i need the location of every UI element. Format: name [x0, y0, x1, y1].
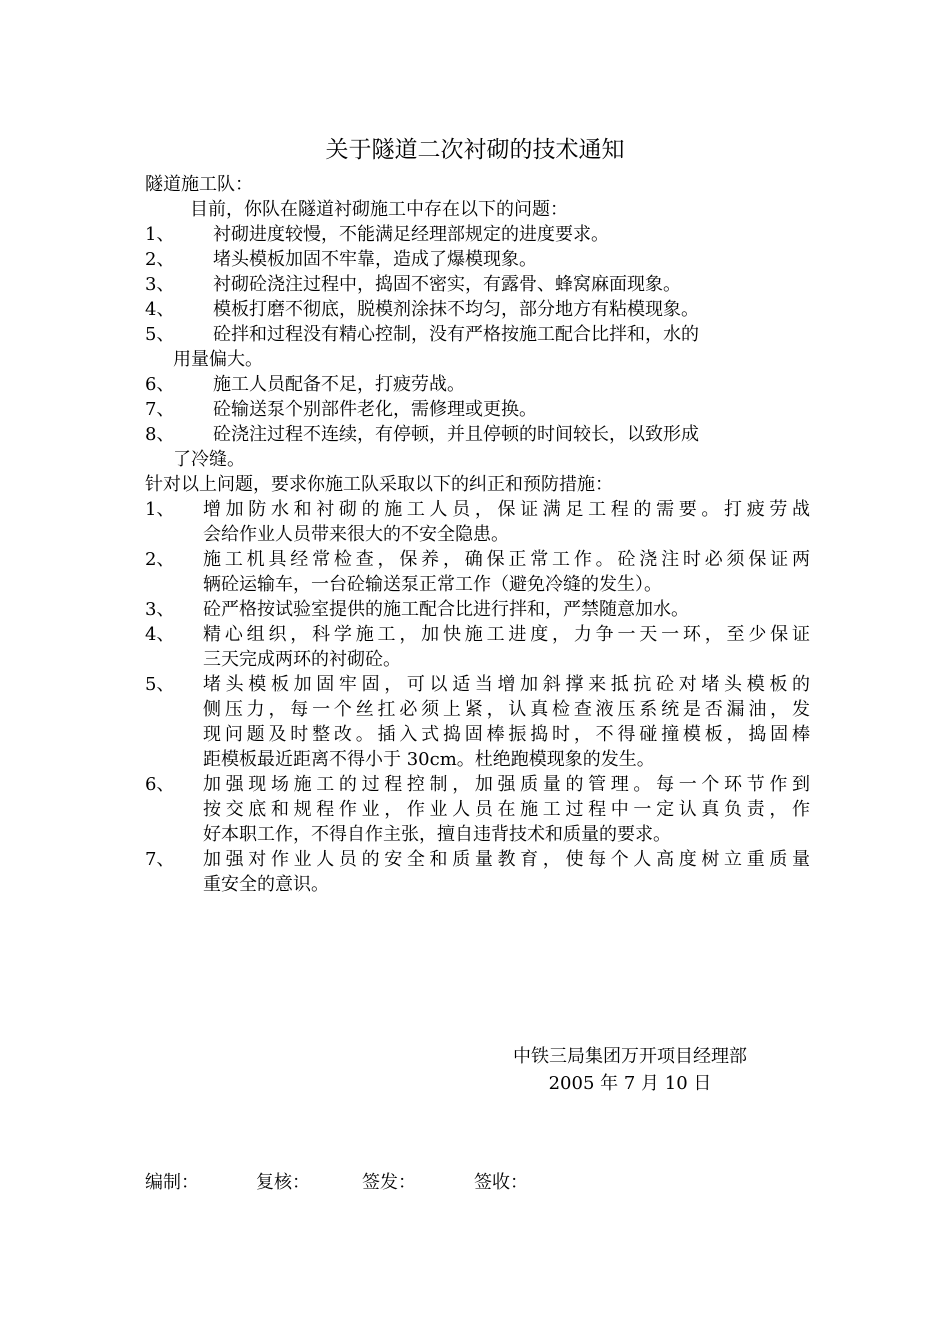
document-title: 关于隧道二次衬砌的技术通知	[325, 137, 625, 163]
problem-text-continued: 了冷缝。	[173, 449, 245, 470]
problem-text-continued: 用量偏大。	[173, 349, 263, 370]
measure-item	[145, 547, 810, 597]
measure-text: 辆砼运输车，一台砼输送泵正常工作（避免冷缝的发生）。	[203, 574, 662, 595]
measure-text: 重安全的意识。	[203, 874, 329, 895]
reviewed-by-label: 复核：	[256, 1172, 310, 1193]
measure-text: 距模板最近距离不得小于 30cm。杜绝跑模现象的发生。	[203, 749, 655, 770]
measure-text: 三天完成两环的衬砌砼。	[203, 649, 401, 670]
measure-item	[145, 847, 810, 897]
measure-number: 6、	[145, 774, 175, 795]
problem-item	[145, 322, 810, 372]
intro-paragraph: 目前，你队在隧道衬砌施工中存在以下的问题：	[190, 199, 568, 220]
problem-number: 6、	[145, 374, 175, 395]
measure-number: 5、	[145, 674, 175, 695]
problem-text: 施工人员配备不足，打疲劳战。	[213, 374, 465, 395]
problem-number: 4、	[145, 299, 175, 320]
measure-number: 3、	[145, 599, 175, 620]
measure-item	[145, 772, 810, 847]
measure-item	[145, 597, 810, 622]
signature-block	[460, 1043, 800, 1097]
problem-text: 堵头模板加固不牢靠，造成了爆模现象。	[213, 249, 537, 270]
measure-number: 1、	[145, 499, 175, 520]
measures-intro: 针对以上问题，要求你施工队采取以下的纠正和预防措施：	[145, 474, 613, 495]
measure-item	[145, 622, 810, 672]
measure-text: 精心组织，科学施工，加快施工进度，力争一天一环，至少保证	[203, 624, 810, 645]
compiled-by-label: 编制：	[145, 1172, 199, 1193]
addressee: 隧道施工队：	[145, 174, 253, 195]
problem-list	[145, 222, 810, 472]
measure-item	[145, 497, 810, 547]
problem-number: 5、	[145, 324, 175, 345]
measure-text: 施工机具经常检查，保养，确保正常工作。砼浇注时必须保证两	[203, 549, 810, 570]
problem-item	[145, 297, 810, 322]
issued-by-label: 签发：	[362, 1172, 416, 1193]
issuing-organization: 中铁三局集团万开项目经理部	[513, 1046, 747, 1067]
problem-text: 砼拌和过程没有精心控制，没有严格按施工配合比拌和，水的	[213, 324, 699, 345]
measure-text: 按交底和规程作业，作业人员在施工过程中一定认真负责，作	[203, 799, 810, 820]
problem-text: 砼浇注过程不连续，有停顿，并且停顿的时间较长，以致形成	[213, 424, 699, 445]
problem-text: 模板打磨不彻底，脱模剂涂抹不均匀，部分地方有粘模现象。	[213, 299, 699, 320]
problem-number: 8、	[145, 424, 175, 445]
problem-item	[145, 372, 810, 397]
measure-text: 现问题及时整改。插入式捣固棒振捣时，不得碰撞模板，捣固棒	[203, 724, 810, 745]
issue-date: 2005 年 7 月 10 日	[548, 1073, 712, 1094]
problem-item	[145, 222, 810, 247]
measure-text: 加强对作业人员的安全和质量教育，使每个人高度树立重质量	[203, 849, 810, 870]
measure-text: 砼严格按试验室提供的施工配合比进行拌和，严禁随意加水。	[203, 599, 689, 620]
problem-number: 2、	[145, 249, 175, 270]
measure-text: 好本职工作，不得自作主张，擅自违背技术和质量的要求。	[203, 824, 671, 845]
problem-number: 7、	[145, 399, 175, 420]
measure-list	[145, 497, 810, 897]
problem-text: 衬砌进度较慢，不能满足经理部规定的进度要求。	[213, 224, 609, 245]
problem-item	[145, 397, 810, 422]
problem-item	[145, 422, 810, 472]
measure-number: 7、	[145, 849, 175, 870]
problem-item	[145, 272, 810, 297]
measure-text: 增加防水和衬砌的施工人员，保证满足工程的需要。打疲劳战	[203, 499, 810, 520]
received-by-label: 签收：	[474, 1172, 528, 1193]
measure-text: 会给作业人员带来很大的不安全隐患。	[203, 524, 509, 545]
measure-text: 堵头模板加固牢固，可以适当增加斜撑来抵抗砼对堵头模板的	[203, 674, 810, 695]
problem-text: 衬砌砼浇注过程中，捣固不密实，有露骨、蜂窝麻面现象。	[213, 274, 681, 295]
approval-footer	[145, 1170, 528, 1196]
measure-text: 侧压力，每一个丝扛必须上紧，认真检查液压系统是否漏油，发	[203, 699, 810, 720]
measure-text: 加强现场施工的过程控制，加强质量的管理。每一个环节作到	[203, 774, 810, 795]
measure-number: 4、	[145, 624, 175, 645]
measure-number: 2、	[145, 549, 175, 570]
problem-number: 3、	[145, 274, 175, 295]
document-body	[145, 172, 810, 897]
problem-item	[145, 247, 810, 272]
problem-text: 砼输送泵个别部件老化，需修理或更换。	[213, 399, 537, 420]
problem-number: 1、	[145, 224, 175, 245]
measure-item	[145, 672, 810, 772]
